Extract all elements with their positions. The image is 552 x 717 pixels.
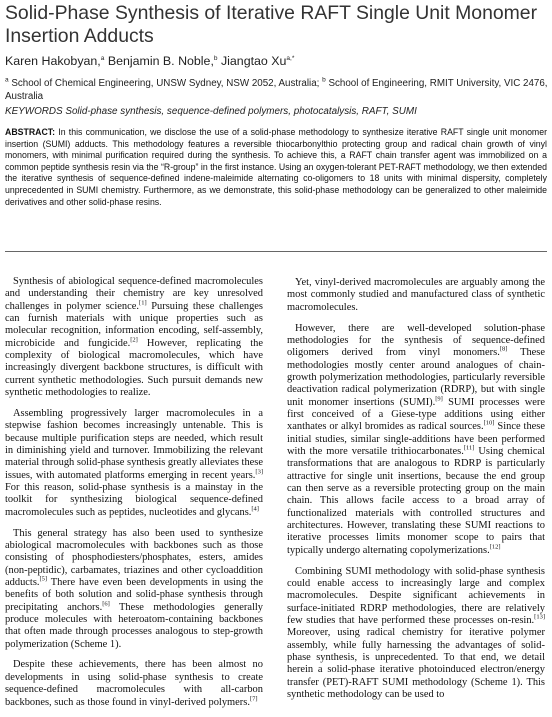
citation-ref: [11] [463,444,475,452]
paragraph-text: Assembling progressively larger macromolecules in a stepwise fashion becomes increasingly untenable. This is because multiple purification steps are needed, which result in diminishing yield and turnover. Immobilizing the relevant material through solid-phase synthesis greatly alleviates these issues, with automated platforms emerging in recent years. [5,407,263,481]
author-name: Karen Hakobyan, [5,54,101,68]
citation-ref: [9] [435,395,443,403]
body-paragraph [5,659,263,708]
paragraph-text: Since these initial studies, similar single-additions have been performed with the more versatile trithiocarbonates. [287,421,545,457]
body-paragraph [287,566,545,702]
affiliation-text: School of Chemical Engineering, UNSW Sydney, NSW 2052, Australia; [8,78,323,89]
citation-ref: [5] [39,575,48,583]
keywords: KEYWORDS Solid-phase synthesis, sequence-defined polymers, photocatalysis, RAFT, SUMI [5,106,417,117]
section-divider [5,251,547,252]
affiliation-mark: b [322,76,326,84]
body-column-right [287,277,545,710]
paragraph-text: Combining SUMI methodology with solid-phase synthesis could enable access to increasingly large and complex macromolecules. Despite significant achievements in surface-initiated RDRP methodologies, there are relatively few studies that have performed these processes on-resin. [287,565,545,626]
citation-ref: [8] [499,345,508,353]
paragraph-text: There have even been developments in using the benefits of both solution and solid-phase synthesis through precipitating anchors. [5,576,263,613]
paper-title: Solid-Phase Synthesis of Iterative RAFT Single Unit Monomer Insertion Adducts [5,2,538,47]
citation-ref: [10] [483,419,495,427]
citation-ref: [12] [489,543,501,551]
author-affiliation-mark: b [213,54,218,62]
paragraph-text: For this reason, solid-phase synthesis is a mainstay in the toolkit for synthesizing biological sequence-defined macromolecules such as peptides, nucleotides and glycans. [5,482,263,518]
body-paragraph [5,408,263,519]
citation-ref: [2] [130,336,138,344]
paragraph-text: Using chemical transformations that are analogous to RDRP is particularly attractive for single unit insertions, because the end group can then serve as a reversible protecting group on the main chain. This allows facile access to a broad array of functionalized materials with controlled structures and architectures. However, translating these SUMI reactions to iterative processes limits monomer scope to pairs that typically undergo alternating copolymerizations. [287,445,545,556]
body-paragraph [5,276,263,399]
paragraph-text: Yet, vinyl-derived macromolecules are arguably among the most commonly studied and manufactured class of synthetic macromolecules. [287,277,545,313]
paragraph-text: These methodologies generally produce molecules with heteroatom-containing backbones that often made through processes analogous to step-growth polymerization (Scheme 1). [5,601,263,650]
paragraph-text: These methodologies mostly center around analogues of chain-growth polymerization methodologies, particularly reversible deactivation radical polymerization (RDRP), but with single unit monomer insertions (SUMI). [287,347,545,408]
body-paragraph [287,323,545,558]
affiliations [5,78,550,103]
body-paragraph [5,528,263,651]
citation-ref: [6] [102,600,110,608]
body-paragraph [287,277,545,314]
paragraph-text: Moreover, using radical chemistry for iterative polymer assembly, while fully harnessing the advantages of solid-phase synthesis, is unprecedented. To that end, we detail herein a solid-phase iterative photoinduced electron/energy transfer (PET)-RAFT SUMI methodology (Scheme 1). This synthetic methodology can be used to [287,627,545,700]
affiliation-text: School of Engineering, RMIT University, VIC 2476, Australia [5,78,548,102]
citation-ref: [1] [139,299,147,307]
paragraph-text: Despite these achievements, there has been almost no developments in using solid-phase synthesis to create sequence-defined macromolecules with all-carbon backbones, such as those found in vinyl-derived polymers. [5,659,263,708]
author-name: Jiangtao Xu [217,54,287,68]
citation-ref: [4] [251,505,259,513]
affiliation-mark: a [5,76,9,84]
abstract-text: In this communication, we disclose the use of a solid-phase methodology to synthesize iterative RAFT single unit monomer insertion (SUMI) adducts. This methodology features a reversible thiocarbonylthio protecting group and radical chain growth of vinyl monomers, with minimal purification required during the synthesis. To achieve this, a RAFT chain transfer agent was immobilized on a common peptide synthesis resin via the “R-group” in the first instance. Using an oxygen-tolerant PET-RAFT methodology, we then extended the iterative synthesis of sequence-defined indene-maleimide alternating co-oligomers to 18 units with minimal dispersity, completely unprecedented in SUMI chemistry. Furthermore, as we demonstrate, this solid-phase methodology can be generalized to other maleimide derivatives and other solid-phase resins. [5,127,547,207]
author-affiliation-mark: a [100,54,105,62]
citation-ref: [3] [255,468,263,476]
abstract-label: ABSTRACT: [5,127,56,137]
paragraph-text: However, replicating the complexity of biological macromolecules, which have increasingly divergent backbone structures, is difficult with current synthetic methodologies. Such pursuit demands new synthetic methodologies to realize. [5,337,263,399]
author-name: Benjamin B. Noble, [104,54,214,68]
paragraph-text: SUMI processes were first conceived of a Giese-type additions using either xanthates or alkyl bromides as radical sources. [287,396,545,433]
citation-ref: [7] [249,695,258,703]
paragraph-text: However, there are well-developed solution-phase methodologies for the synthesis of sequence-defined oligomers derived from vinyl monomers. [287,322,545,359]
abstract [5,127,547,208]
citation-ref: [13] [534,613,545,621]
paragraph-text: Pursuing these challenges can furnish materials with unique properties such as molecular recognition, information encoding, self-assembly, microbicide and fungicide. [5,300,263,349]
body-column-left [5,276,263,717]
paragraph-text: Synthesis of abiological sequence-defined macromolecules and understanding their chemistry are key unresolved challenges in polymer science. [5,276,263,312]
author-affiliation-mark: a,* [286,54,295,62]
author-list [5,54,550,69]
paragraph-text: This general strategy has also been used to synthesize abiological macromolecules with backbones such as those consisting of phosphodiesters/phosphates, esters, amides (non-peptidic), carbamates, triazines and other cycloaddition adducts. [5,527,263,588]
